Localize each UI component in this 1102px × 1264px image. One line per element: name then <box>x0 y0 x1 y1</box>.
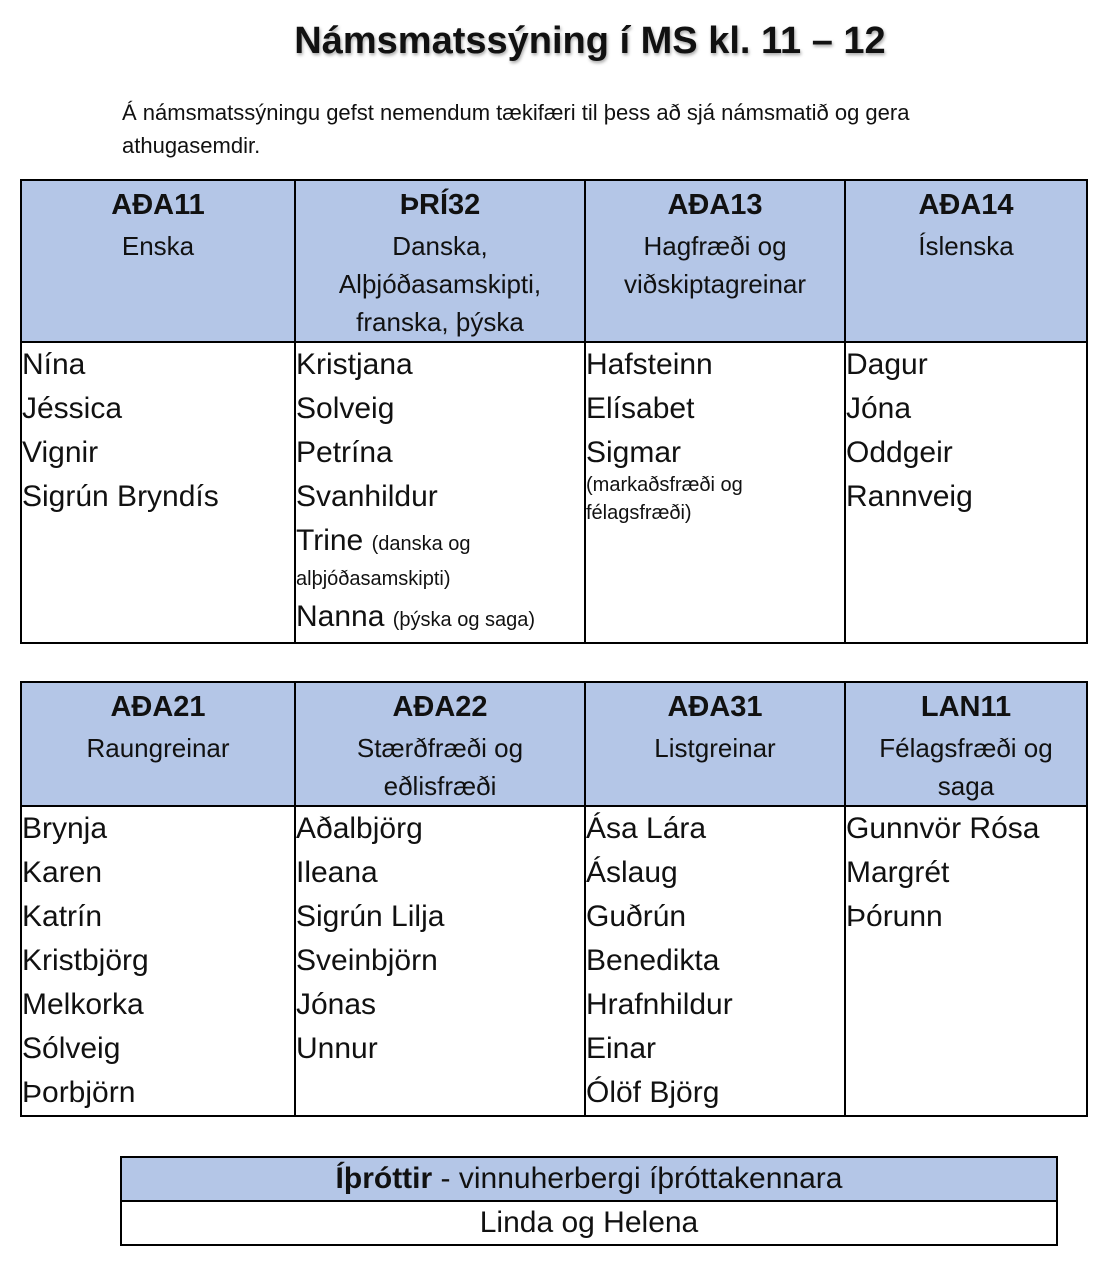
list-item: Jóna <box>846 392 912 425</box>
list-item: Kristjana <box>296 348 413 381</box>
room-code: AÐA31 <box>667 691 763 723</box>
list-item: Rannveig <box>846 480 973 513</box>
list-item: Ólöf Björg <box>586 1076 720 1109</box>
list-item: Dagur <box>846 348 928 381</box>
sports-table <box>120 1156 1058 1246</box>
name-list <box>585 342 845 643</box>
intro-text: Á námsmatssýningu gefst nemendum tækifæri til þess að sjá námsmatið og gera athugasemdir. <box>122 100 910 158</box>
list-item-note: (danska og alþjóðasamskipti) <box>296 533 471 590</box>
room-subject: Hagfræði og viðskiptagreinar <box>623 231 807 299</box>
room-header <box>585 682 845 806</box>
list-item-name: Nanna <box>296 600 385 633</box>
list-item: Svanhildur <box>296 480 438 513</box>
room-code: ÞRÍ32 <box>399 189 481 221</box>
list-item: Þórunn <box>846 900 943 933</box>
list-item-note: (markaðsfræði og félagsfræði) <box>586 474 743 524</box>
list-item: Sveinbjörn <box>296 944 438 977</box>
sports-teachers: Linda og Helena <box>121 1201 1057 1245</box>
room-subject: Stærðfræði og eðlisfræði <box>356 733 524 801</box>
name-list <box>21 342 295 643</box>
room-header <box>845 180 1087 342</box>
list-item: Katrín <box>22 900 103 933</box>
room-subject: Danska, Alþjóðasamskipti, franska, þýska <box>338 231 542 337</box>
list-item: Sigrún Lilja <box>296 900 445 933</box>
list-item: Áslaug <box>586 856 678 889</box>
name-list <box>295 806 585 1116</box>
list-item: Jéssica <box>22 392 123 425</box>
list-item: Einar <box>586 1032 657 1065</box>
sports-room: - vinnuherbergi íþróttakennara <box>440 1162 843 1195</box>
room-code: AÐA22 <box>392 691 488 723</box>
room-subject: Raungreinar <box>86 733 230 763</box>
list-item-name: Trine <box>296 524 364 557</box>
list-item: Unnur <box>296 1032 378 1065</box>
list-item: Karen <box>22 856 103 889</box>
room-code: AÐA13 <box>667 189 763 221</box>
room-code: AÐA11 <box>111 189 205 221</box>
list-item: Sólveig <box>22 1032 121 1065</box>
table-header-row <box>21 682 1087 806</box>
list-item: Gunnvör Rósa <box>846 812 1040 845</box>
list-item: Hrafnhildur <box>586 988 733 1021</box>
room-subject: Íslenska <box>918 231 1014 261</box>
list-item: Vignir <box>22 436 99 469</box>
room-code: AÐA14 <box>918 189 1014 221</box>
list-item: Sigrún Bryndís <box>22 480 219 513</box>
list-item: Margrét <box>846 856 950 889</box>
room-header <box>585 180 845 342</box>
name-list <box>845 806 1087 1116</box>
table-header-row <box>121 1157 1057 1201</box>
name-list <box>845 342 1087 643</box>
list-item: Elísabet <box>586 392 695 425</box>
table-header-row <box>21 180 1087 342</box>
list-item: Brynja <box>22 812 108 845</box>
table-body-row <box>121 1201 1057 1245</box>
list-item: Kristbjörg <box>22 944 149 977</box>
list-item <box>296 519 584 595</box>
room-code: LAN11 <box>920 691 1012 723</box>
list-item: Solveig <box>296 392 395 425</box>
list-item: Jónas <box>296 988 377 1021</box>
room-header <box>295 180 585 342</box>
list-item: Aðalbjörg <box>296 812 423 845</box>
list-item: Þorbjörn <box>22 1076 136 1109</box>
room-header <box>295 682 585 806</box>
list-item: Nína <box>22 348 86 381</box>
room-subject: Enska <box>121 231 195 261</box>
sports-header <box>121 1157 1057 1201</box>
room-code: AÐA21 <box>110 691 206 723</box>
list-item: Guðrún <box>586 900 687 933</box>
name-list <box>295 342 585 643</box>
room-header <box>21 180 295 342</box>
room-subject: Félagsfræði og saga <box>879 733 1053 801</box>
room-header <box>845 682 1087 806</box>
list-item-note: (þýska og saga) <box>392 609 536 631</box>
list-item: Melkorka <box>22 988 144 1021</box>
sports-label: Íþróttir <box>335 1162 433 1195</box>
list-item: Ileana <box>296 856 378 889</box>
name-list <box>585 806 845 1116</box>
page-title: Námsmatssýning í MS kl. 11 – 12 <box>294 20 886 62</box>
name-list <box>21 806 295 1116</box>
schedule-table-1 <box>20 179 1088 644</box>
room-header <box>21 682 295 806</box>
list-item: Benedikta <box>586 944 720 977</box>
list-item: Ása Lára <box>586 812 707 845</box>
schedule-table-2 <box>20 681 1088 1117</box>
list-item: Sigmar <box>586 436 682 469</box>
list-item: Petrína <box>296 436 393 469</box>
list-item <box>296 601 584 636</box>
list-item: Oddgeir <box>846 436 953 469</box>
table-body-row <box>21 806 1087 1116</box>
room-subject: Listgreinar <box>654 733 776 763</box>
table-body-row <box>21 342 1087 643</box>
list-item: Hafsteinn <box>586 348 713 381</box>
